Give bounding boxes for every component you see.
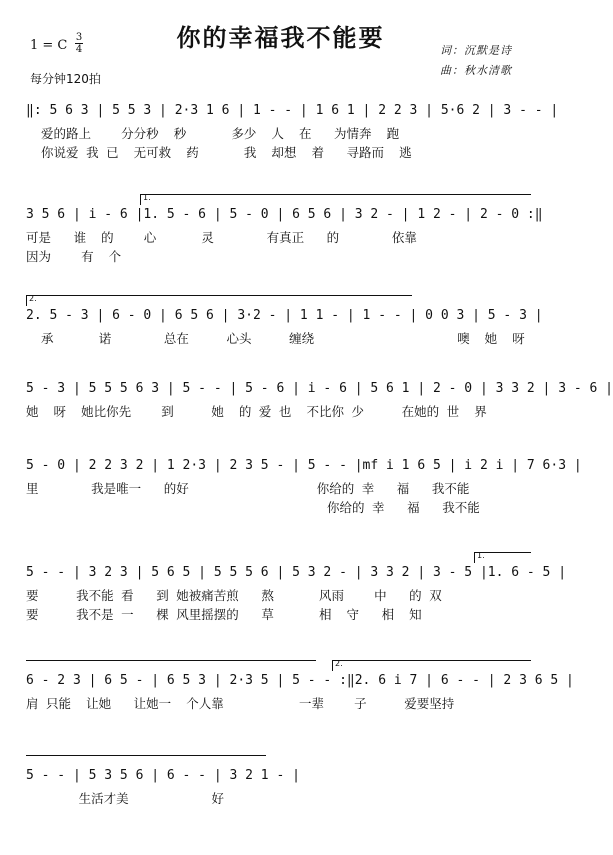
lyric-verse-2: 你说爱 我 已 无可救 药 我 却想 着 寻路而 逃 — [26, 145, 412, 160]
music-credit: 曲：秋水清歌 — [440, 64, 512, 77]
notation-line: 5 - - | 3 2 3 | 5 6 5 | 5 5 5 6 | 5 3 2 - | 3 3 2 | 3 - 5 |1. 6 - 5 | — [26, 565, 567, 580]
volta-label: 2. — [29, 294, 37, 303]
score-system-7 — [26, 659, 574, 760]
lyric-verse-1: 肩 只能 让她 让她一 个人靠 一辈 子 爱要坚持 — [26, 696, 455, 711]
time-signature-bottom: 4 — [75, 44, 83, 55]
volta-continuation-line — [26, 755, 266, 756]
notation-line: 5 - - | 5 3 5 6 | 6 - - | 3 2 1 - | — [26, 768, 300, 783]
notation-line: 3 5 6 | i - 6 |1. 5 - 6 | 5 - 0 | 6 5 6 | 3 2 - | 1 2 - | 2 - 0 :‖ — [26, 207, 543, 222]
song-title: 你的幸福我不能要 — [176, 23, 385, 52]
score-system-1 — [26, 100, 559, 190]
score-system-8 — [26, 765, 530, 855]
notation-line: ‖: 5 6 3 | 5 5 3 | 2·3 1 6 | 1 - - | 1 6 1 | 2 2 3 | 5·6 2 | 3 - - | — [26, 103, 559, 118]
score-system-6 — [26, 551, 567, 652]
tempo-marking: 每分钟120拍 — [30, 72, 101, 86]
lyric-verse-1: 她 呀 她比你先 到 她 的 爱 也 不比你 少 在她的 世 界 — [26, 404, 487, 419]
notation-line: 2. 5 - 3 | 6 - 0 | 6 5 6 | 3·2 - | 1 1 - | 1 - - | 0 0 3 | 5 - 3 | — [26, 308, 543, 323]
volta-continuation-line — [26, 660, 316, 661]
score-system-2 — [26, 193, 543, 294]
time-signature-top: 3 — [75, 32, 83, 43]
lyric-verse-1: 可是 谁 的 心 灵 有真正 的 依靠 — [26, 230, 417, 245]
lyric-verse-1: 承 诺 总在 心头 缠绕 噢 她 呀 — [26, 331, 525, 346]
volta-label: 2. — [335, 659, 343, 668]
volta-label: 1. — [143, 193, 151, 202]
lyric-verse-2: 你给的 幸 福 我不能 — [26, 500, 480, 515]
lyric-verse-2: 要 我不是 一 棵 风里摇摆的 草 相 守 相 知 — [26, 607, 422, 622]
lyric-verse-1: 要 我不能 看 到 她被痛苦煎 熬 风雨 中 的 双 — [26, 588, 442, 603]
lyrics-credit: 词：沉默是诗 — [440, 44, 512, 57]
lyric-verse-1: 里 我是唯一 的好 你给的 幸 福 我不能 — [26, 481, 470, 496]
lyric-verse-1: 爱的路上 分分秒 秒 多少 人 在 为情奔 跑 — [26, 126, 400, 141]
score-system-5 — [26, 455, 582, 545]
volta-label: 1. — [477, 551, 485, 560]
notation-line: 5 - 3 | 5 5 5 6 3 | 5 - - | 5 - 6 | i - 6 | 5 6 1 | 2 - 0 | 3 3 2 | 3 - 6 | — [26, 381, 613, 396]
lyric-verse-2: 因为 有 个 — [26, 249, 122, 264]
time-signature — [75, 32, 83, 55]
notation-line: 6 - 2 3 | 6 5 - | 6 5 3 | 2·3 5 | 5 - - :‖2. 6 i 7 | 6 - - | 2 3 6 5 | — [26, 673, 574, 688]
notation-line: 5 - 0 | 2 2 3 2 | 1 2·3 | 2 3 5 - | 5 - - |mf i 1 6 5 | i 2 i | 7 6·3 | — [26, 458, 582, 473]
key-signature: 1 = C — [30, 38, 68, 53]
lyric-verse-1: 生活才美 好 — [26, 791, 224, 806]
